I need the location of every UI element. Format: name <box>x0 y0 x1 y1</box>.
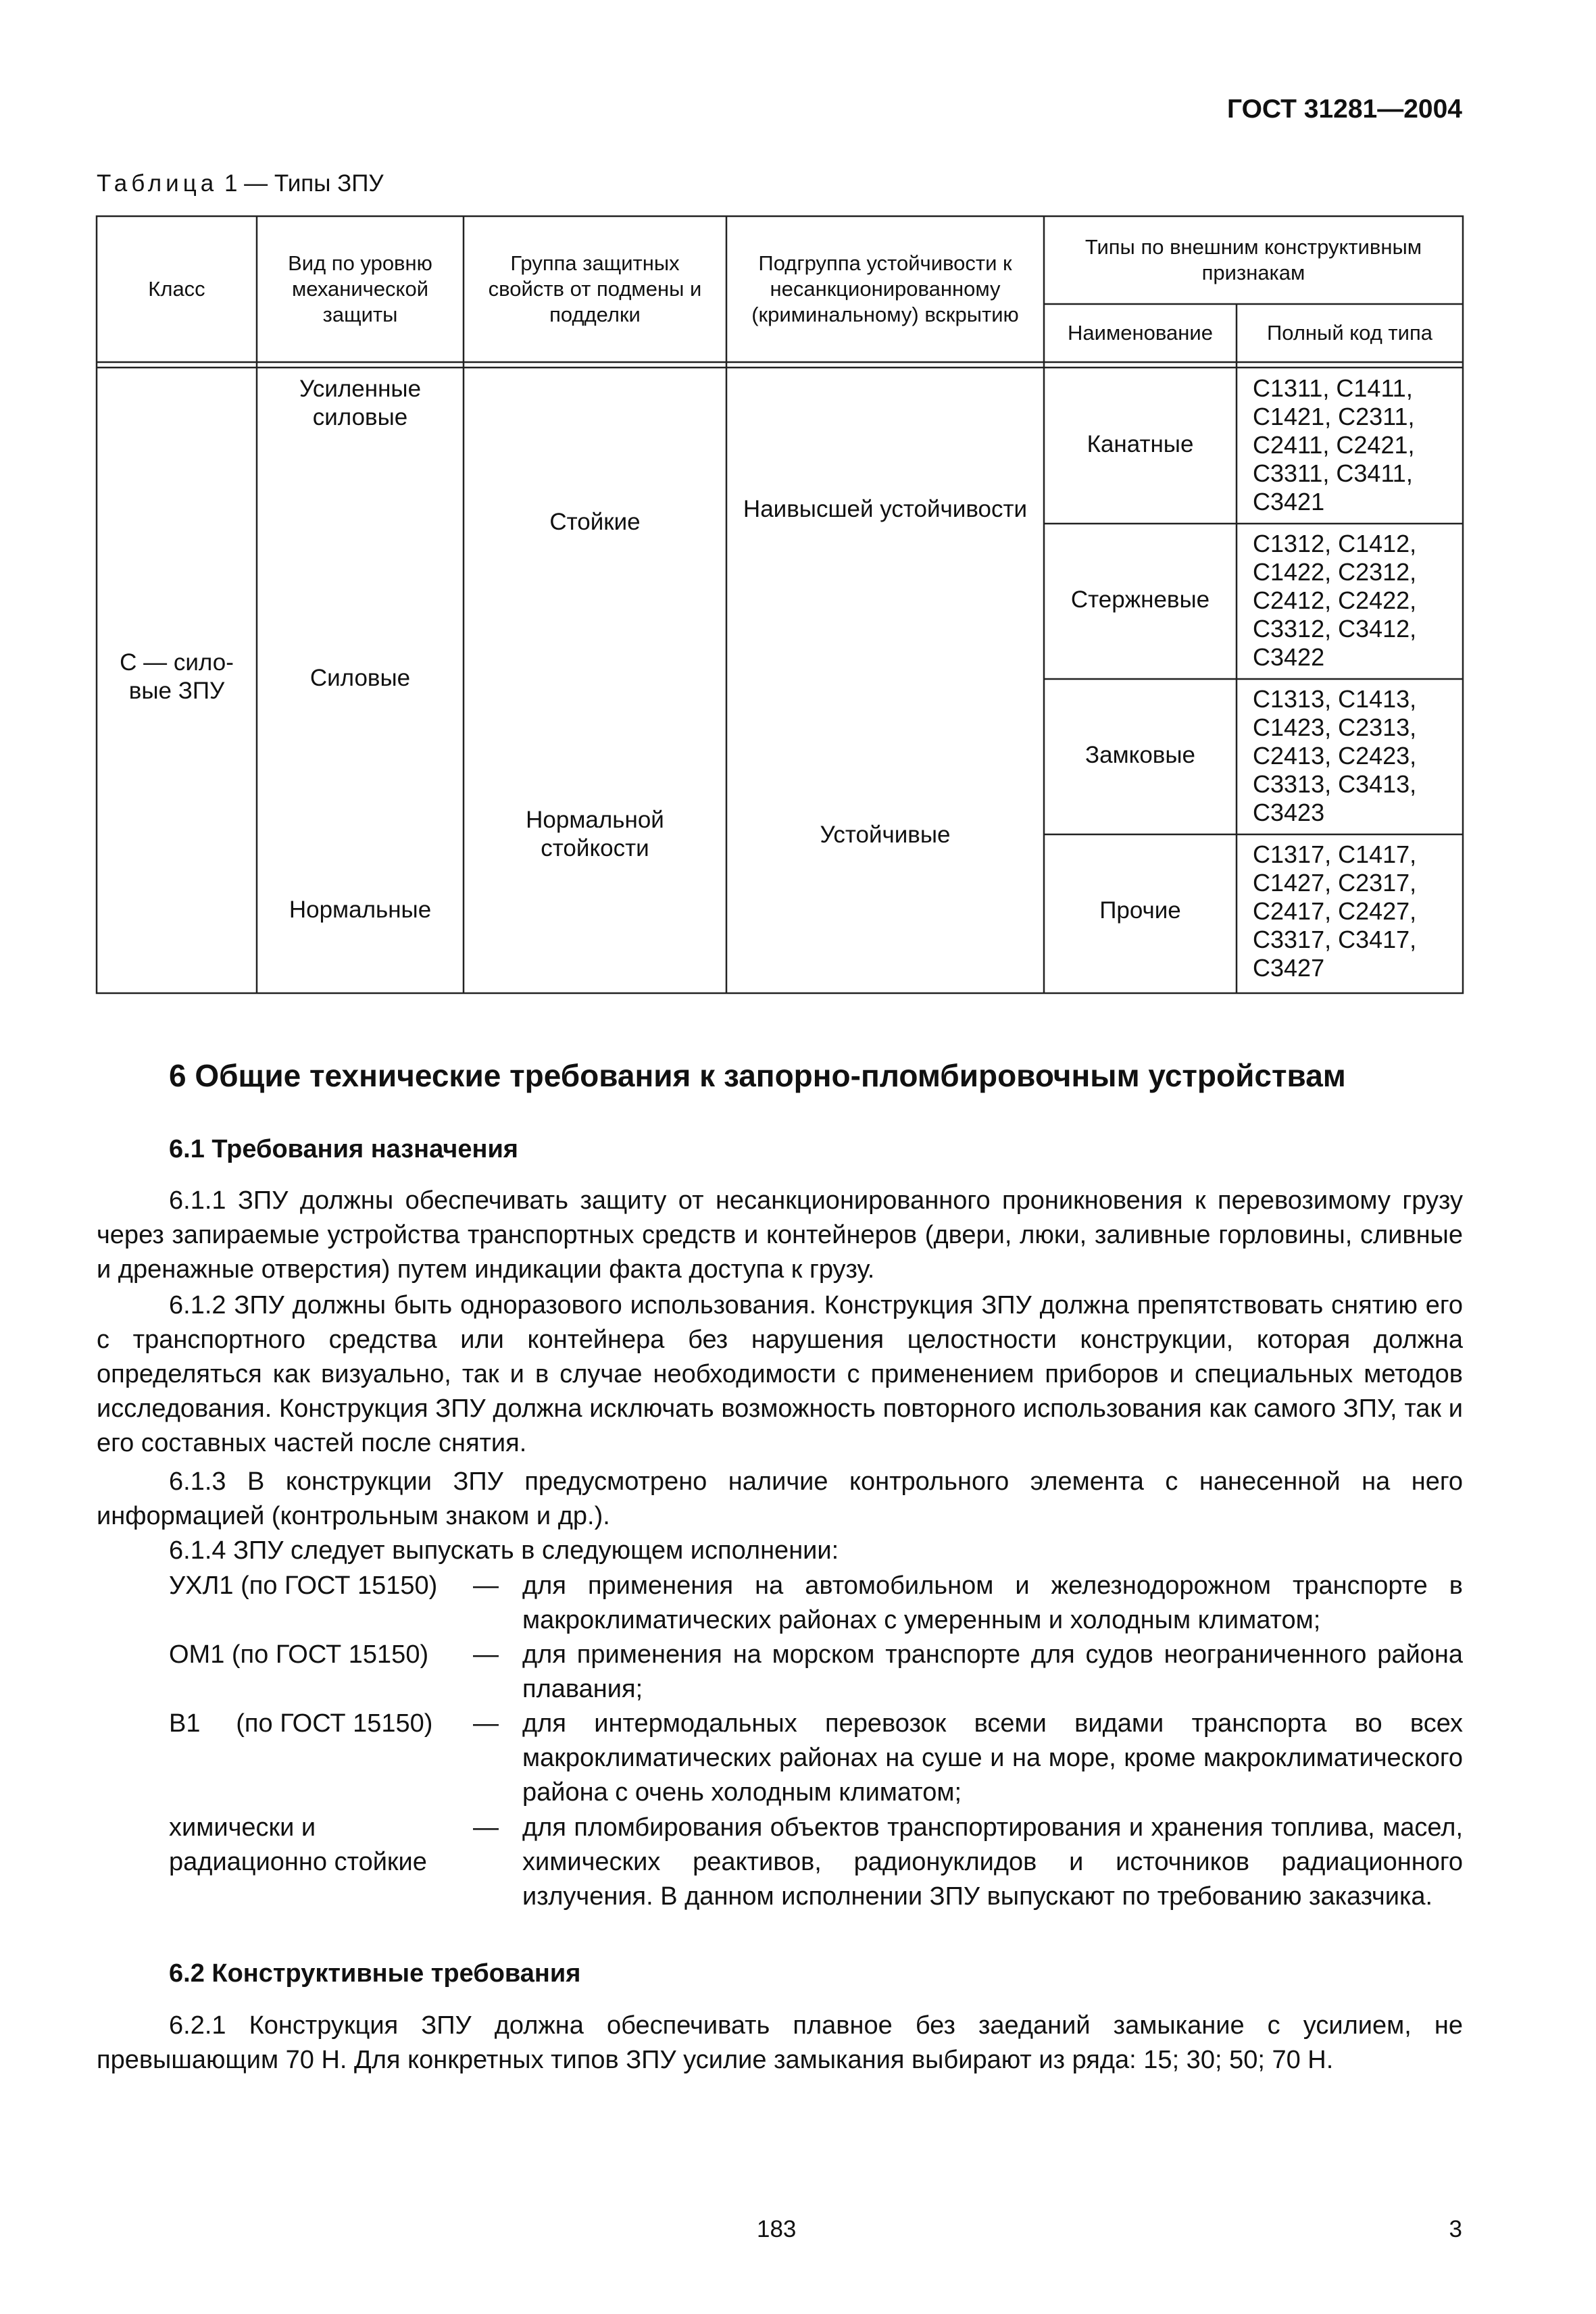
version-dash: — <box>473 1640 499 1669</box>
paragraph-6-2-1: 6.2.1 Конструкция ЗПУ должна обеспечивать плавное без заеданий замыкание с усилием, не превышающим 70 Н. Для конкретных типов ЗПУ усилие замыкания выбирают из ряда: 15; 30; 50; 70 Н. <box>97 2011 1463 2074</box>
code-line: C1317, C1417, <box>1253 840 1417 868</box>
version-desc-uhl1: для применения на автомобильном и железнодорожном транспорте в макроклиматических районах с умеренным и холодным климатом; <box>522 1571 1463 1634</box>
header-class: Класс <box>148 277 205 301</box>
code-line: C1311, C1411, <box>1253 374 1413 402</box>
type-name-rod: Стержневые <box>1070 586 1210 613</box>
version-label-v1: В1 (по ГОСТ 15150) <box>169 1709 433 1738</box>
code-line: C3421 <box>1253 488 1325 515</box>
document-id: ГОСТ 31281—2004 <box>1227 95 1462 124</box>
header-full-code: Полный код типа <box>1267 321 1432 345</box>
version-dash: — <box>473 1709 499 1738</box>
header-name: Наименование <box>1068 321 1213 345</box>
code-line: C3427 <box>1253 954 1325 982</box>
paragraph-6-1-4: 6.1.4 ЗПУ следует выпускать в следующем исполнении: <box>169 1536 839 1565</box>
type-codes-lock <box>1237 685 1463 830</box>
version-desc-v1: для интермодальных перевозок всеми видами транспорта во всех макроклиматических районах на суше и на море, кроме макроклиматического района с очень холодным климатом; <box>522 1709 1463 1807</box>
header-protection-level: Вид по уровню механической защиты <box>288 251 432 326</box>
class-value: С — сило- вые ЗПУ <box>120 649 234 704</box>
resistance-highest: Наивысшей устойчивости <box>743 496 1028 522</box>
code-line: C1313, C1413, <box>1253 685 1417 713</box>
resistance-standard: Устойчивые <box>820 822 951 848</box>
code-line: C1422, C2312, <box>1253 558 1417 586</box>
header-resistance-subgroup: Подгруппа устойчивости к несанкционированному (криминальному) вскрытию <box>751 251 1019 326</box>
page-number-center: 183 <box>757 2216 797 2242</box>
subsection-heading-6-2: 6.2 Конструктивные требования <box>169 1959 581 1988</box>
type-codes-other <box>1237 840 1463 986</box>
type-name-lock: Замковые <box>1084 742 1196 768</box>
type-name-other: Прочие <box>1099 897 1181 924</box>
paragraph-6-1-1: 6.1.1 ЗПУ должны обеспечивать защиту от несанкционированного проникновения к перевозимому грузу через запираемые устройства транспортных средств и контейнеров (двери, люки, заливные горловины, сливные и дренажные отверстия) путем индикации факта доступа к грузу. <box>97 1186 1463 1284</box>
code-line: C1427, C2317, <box>1253 869 1417 897</box>
version-desc-chem-rad: для пломбирования объектов транспортирования и хранения топлива, масел, химических реактивов, радионуклидов и источников радиационного излучения. В данном исполнении ЗПУ выпускают по требованию заказчика. <box>522 1813 1463 1911</box>
protection-level-reinforced: Усиленные силовые <box>299 376 422 430</box>
header-design-types: Типы по внешним конструктивным признакам <box>1084 235 1422 284</box>
code-line: C2413, C2423, <box>1253 742 1417 770</box>
section-heading: 6 Общие технические требования к запорно-пломбировочным устройствам <box>169 1058 1346 1093</box>
code-line: C3423 <box>1253 799 1325 826</box>
paragraph-6-1-2: 6.1.2 ЗПУ должны быть одноразового использования. Конструкция ЗПУ должна препятствовать снятию его с транспортного средства или контейнера без нарушения целостности конструкции, которая должна определяться как визуально, так и в случае необходимости с применением приборов и специальных методов исследования. Конструкция ЗПУ должна исключать возможность повторного использования как самого ЗПУ, так и его составных частей после снятия. <box>97 1291 1463 1457</box>
header-protective-group: Группа защитных свойств от подмены и подделки <box>488 251 702 326</box>
subsection-heading-6-1: 6.1 Требования назначения <box>169 1135 518 1163</box>
code-line: C2417, C2427, <box>1253 897 1417 925</box>
code-line: C3311, C3411, <box>1253 459 1413 487</box>
code-line: C1312, C1412, <box>1253 530 1417 557</box>
code-line: C3313, C3413, <box>1253 770 1417 798</box>
type-name-cable: Канатные <box>1087 431 1194 457</box>
version-label-chem-rad: химически и радиационно стойкие <box>169 1813 427 1876</box>
protective-group-normal: Нормальной стойкости <box>526 807 664 861</box>
protection-level-power: Силовые <box>309 665 411 691</box>
protection-level-normal: Нормальные <box>289 897 432 923</box>
table-caption-prefix: Таблица <box>97 170 218 197</box>
page-number-right: 3 <box>1449 2216 1462 2242</box>
version-dash: — <box>473 1813 499 1842</box>
code-line: C3317, C3417, <box>1253 926 1417 953</box>
code-line: C3422 <box>1253 643 1325 671</box>
code-line: C1421, C2311, <box>1253 403 1415 430</box>
version-label-om1: ОМ1 (по ГОСТ 15150) <box>169 1640 429 1669</box>
paragraph-6-1-3: 6.1.3 В конструкции ЗПУ предусмотрено наличие контрольного элемента с нанесенной на него информацией (контрольным знаком и др.). <box>97 1467 1463 1530</box>
version-dash: — <box>473 1571 499 1600</box>
table-caption-title: 1 — Типы ЗПУ <box>218 170 384 197</box>
type-codes-cable <box>1237 374 1463 520</box>
protective-group-resistant: Стойкие <box>549 509 641 535</box>
version-desc-om1: для применения на морском транспорте для судов неограниченного района плавания; <box>522 1640 1463 1703</box>
code-line: C2411, C2421, <box>1253 431 1415 459</box>
code-line: C3312, C3412, <box>1253 615 1417 643</box>
type-codes-rod <box>1237 530 1463 675</box>
version-label-uhl1: УХЛ1 (по ГОСТ 15150) <box>169 1571 438 1600</box>
code-line: C1423, C2313, <box>1253 713 1417 741</box>
code-line: C2412, C2422, <box>1253 586 1417 614</box>
